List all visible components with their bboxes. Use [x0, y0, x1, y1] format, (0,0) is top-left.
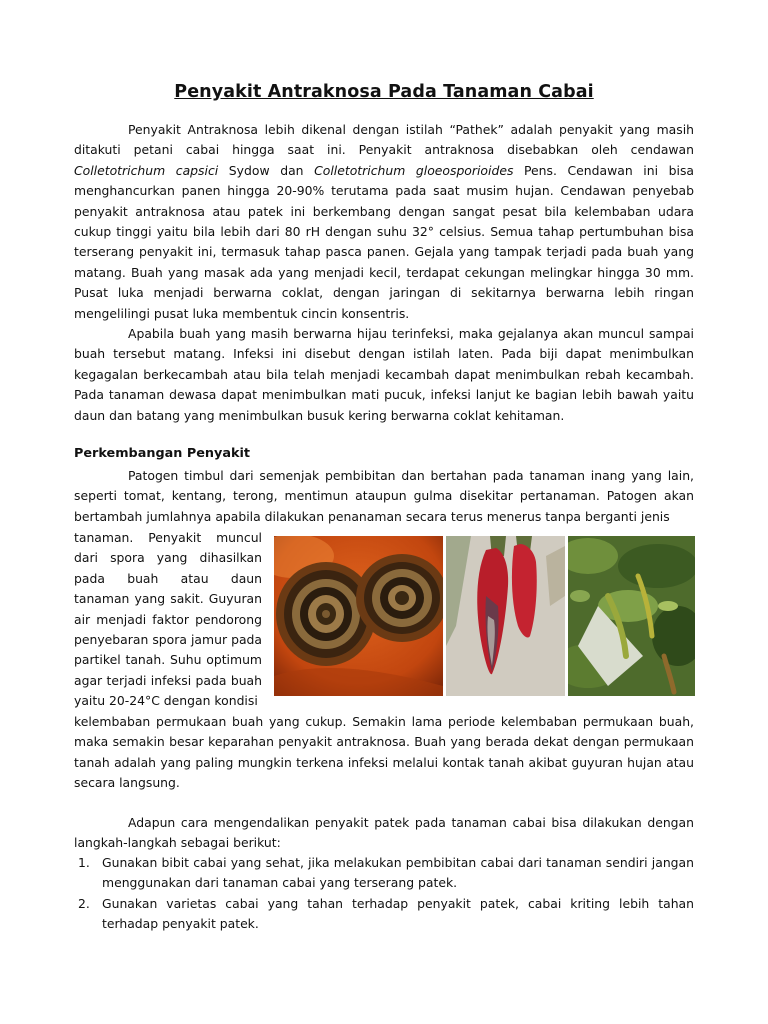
list-item-text: Gunakan bibit cabai yang sehat, jika melakukan pembibitan cabai dari tanaman sendiri jangan menggunakan dari tanaman cabai yang terserang patek.	[102, 855, 694, 891]
list-number: 1.	[78, 855, 90, 870]
photo-chili-plant	[568, 536, 695, 696]
photo-concentric-lesions	[274, 536, 443, 696]
species-name-gloeosporioides: Colletotrichum gloeosporioides	[314, 162, 514, 178]
control-steps-list	[74, 853, 694, 935]
page-title: Penyakit Antraknosa Pada Tanaman Cabai	[174, 81, 594, 102]
list-number: 2.	[78, 895, 90, 911]
paragraph-development-end: kelembaban permukaan buah yang cukup. Semakin lama periode kelembaban permukaan buah, maka semakin besar keparahan penyakit antraknosa. Buah yang berada dekat dengan permukaan tanah adalah yang paling mungkin terkena infeksi melalui kontak tanah akibat guyuran hujan atau secara langsung.	[74, 714, 694, 791]
paragraph-intro	[74, 120, 694, 324]
intro-text-b: Sydow dan	[218, 162, 315, 178]
list-item	[74, 894, 694, 935]
disease-photos	[274, 536, 695, 696]
paragraph-development-side: tanaman. Penyakit muncul dari spora yang dihasilkan pada buah atau daun tanaman yang sakit. Guyuran air menjadi faktor pendorong penyebaran spora jamur pada partikel tanah. Suhu optimum agar terjadi infeksi pada buah yaitu 20-24°C dengan kondisi	[74, 530, 262, 709]
section-heading: Perkembangan Penyakit	[74, 446, 250, 461]
intro-text-a: Penyakit Antraknosa lebih dikenal dengan istilah “Pathek” adalah penyakit yang masih ditakuti petani cabai hingga saat ini. Penyakit antraknosa disebabkan oleh cendawan	[74, 122, 694, 158]
intro-text-c: Pens. Cendawan ini bisa menghancurkan panen hingga 20-90% terutama pada saat musim hujan. Cendawan penyebab penyakit antraknosa atau patek ini berkembang dengan sangat pesat bila kelembaban udara cukup tinggi yaitu bila lebih dari 80 rH dengan suhu 32° celsius. Semua tahap pertumbuhan bisa terserang penyakit ini, termasuk tahap pasca panen. Gejala yang tampak terjadi pada buah yang matang. Buah yang masak ada yang menjadi kecil, terdapat cekungan melingkar hingga 30 mm. Pusat luka menjadi berwarna coklat, dengan jaringan di sekitarnya berwarna lebih ringan mengelilingi pusat luka membentuk cincin konsentris.	[74, 162, 695, 321]
photo-infected-chili	[446, 536, 565, 696]
list-item-text: Gunakan varietas cabai yang tahan terhadap penyakit patek, cabai kriting lebih tahan terhadap penyakit patek.	[102, 895, 694, 932]
paragraph-control-intro: Adapun cara mengendalikan penyakit patek pada tanaman cabai bisa dilakukan dengan langkah-langkah sebagai berikut:	[74, 815, 694, 851]
paragraph-latent-infection: Apabila buah yang masih berwarna hijau terinfeksi, maka gejalanya akan muncul sampai buah tersebut matang. Infeksi ini disebut dengan istilah laten. Pada biji dapat menimbulkan kegagalan berkecambah atau bila telah menjadi kecambah dapat menimbulkan rebah kecambah. Pada tanaman dewasa dapat menimbulkan mati pucuk, infeksi lanjut ke bagian lebih bawah yaitu daun dan batang yang menimbulkan busuk kering berwarna coklat kehitaman.	[74, 326, 694, 423]
list-item	[74, 853, 694, 894]
paragraph-development: Patogen timbul dari semenjak pembibitan dan bertahan pada tanaman inang yang lain, seperti tomat, kentang, terong, mentimun ataupun gulma disekitar pertanaman. Patogen akan bertambah jumlahnya apabila dilakukan penanaman secara terus menerus tanpa berganti jenis	[74, 468, 694, 524]
species-name-capsici: Colletotrichum capsici	[74, 162, 219, 178]
